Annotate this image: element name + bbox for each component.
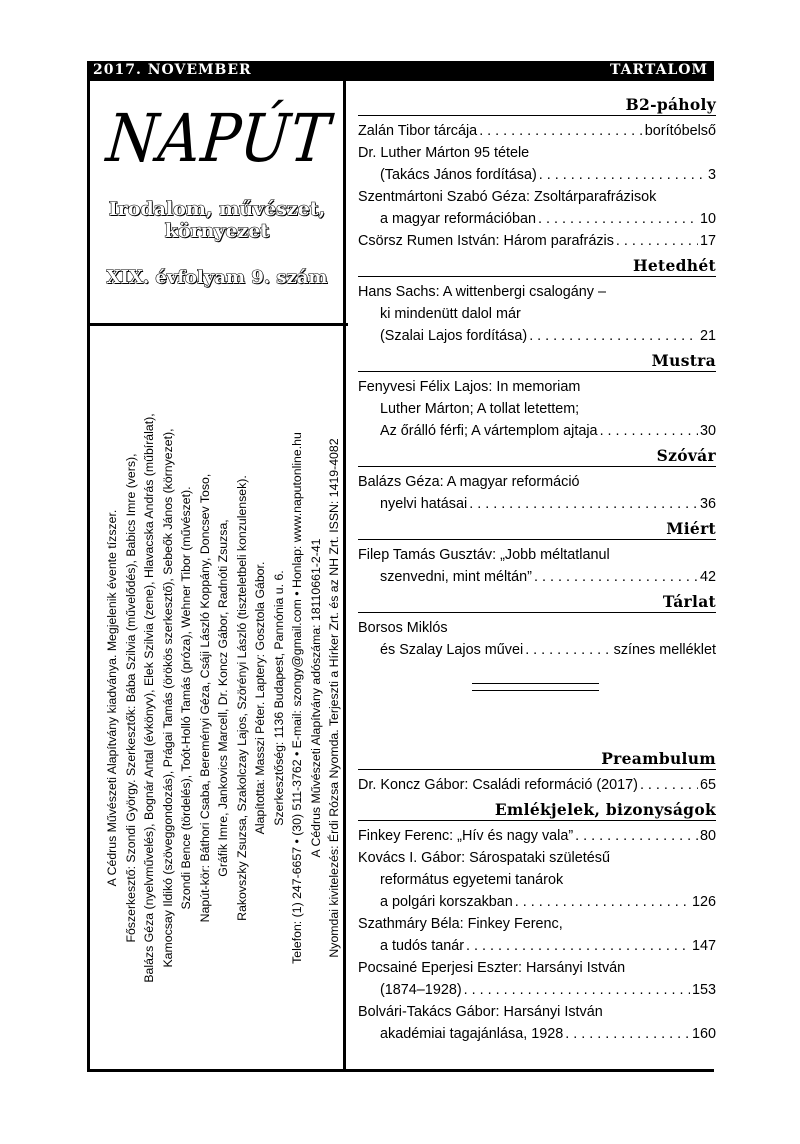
subtitle-line-1: Irodalom, művészet, — [108, 198, 326, 220]
imprint-line: Rakovszky Zsuzsa, Szakolczay Lajos, Szörényi László (tiszteletbeli konzulensek). — [234, 475, 249, 921]
entry-line: Szentmártoni Szabó Géza: Zsoltárparafrázisok — [358, 189, 657, 205]
entry-page: 80 — [699, 828, 716, 844]
imprint-line: A Cédrus Művészeti Alapítvány adószáma: 18110661-2-41 — [308, 538, 323, 858]
entry-title: (1874–1928) — [380, 982, 462, 998]
toc-entry — [358, 774, 716, 796]
entry-title: (Szalai Lajos fordítása) — [380, 328, 528, 344]
entry-page: 21 — [699, 328, 716, 344]
section-heading: Szóvár — [358, 446, 716, 467]
imprint-line: Szondi Bence (tördelés), Toót-Holló Tamás (próza), Wehner Tibor (művészet). — [179, 486, 193, 910]
section-heading: Mustra — [358, 351, 716, 372]
entry-title: Zalán Tibor tárcája — [358, 123, 478, 139]
entry-title: Az őrálló férfi; A vártemplom ajtaja — [380, 423, 598, 439]
imprint-line: Nyomdai kivitelezés: Érdi Rózsa Nyomda. Terjeszti a Hírker Zrt. és az NH Zrt. ISSN: 1419-4082 — [327, 438, 341, 958]
section-heading: B2-páholy — [358, 95, 716, 116]
masthead-divider — [87, 323, 348, 326]
entry-page: színes melléklet — [613, 642, 716, 658]
section-label: TARTALOM — [610, 62, 708, 78]
entry-page: 30 — [699, 423, 716, 439]
entry-line: Dr. Luther Márton 95 tétele — [358, 145, 530, 161]
imprint-line: Alapította: Masszi Péter. Laptery: Gosztola Gábor. — [253, 561, 267, 835]
entry-line: református egyetemi tanárok — [380, 872, 564, 888]
entry-page: 36 — [699, 496, 716, 512]
toc-entry — [358, 493, 716, 515]
entry-title: Finkey Ferenc: „Hív és nagy vala” — [358, 828, 574, 844]
toc-entry — [358, 639, 716, 661]
entry-page: borítóbelső — [644, 123, 716, 139]
section-heading: Hetedhét — [358, 256, 716, 277]
entry-page: 3 — [707, 167, 716, 183]
toc-entry — [358, 420, 716, 442]
entry-page: 65 — [699, 777, 716, 793]
entry-line: ki mindenütt dalol már — [380, 306, 521, 322]
subtitle-line-2: környezet — [164, 220, 270, 242]
entry-title: szenvedni, mint méltán” — [380, 569, 532, 585]
toc-entry — [358, 979, 716, 1001]
entry-line: Hans Sachs: A wittenbergi csalogány – — [358, 284, 606, 300]
toc-entry — [358, 935, 716, 957]
entry-page: 160 — [691, 1026, 716, 1042]
imprint-text — [91, 330, 344, 1066]
entry-title: akadémiai tagajánlása, 1928 — [380, 1026, 564, 1042]
imprint-line: Napút-kör: Báthori Csaba, Bereményi Géza, Csáji László Koppány, Doncsev Toso, — [197, 473, 212, 923]
imprint-line: Balázs Géza (nyelvművelés), Bognár Antal (évkönyv), Elek Szilvia (zene), Hlavacska András (műbírálat), — [142, 413, 156, 983]
entry-page: 126 — [691, 894, 716, 910]
entry-line: Pocsainé Eperjesi Eszter: Harsányi István — [358, 960, 626, 976]
journal-subtitle — [92, 198, 342, 242]
imprint-line: Szerkesztőség: 1136 Budapest, Pannónia u. 6. — [271, 570, 286, 826]
section-heading: Emlékjelek, bizonyságok — [358, 800, 716, 821]
entry-title: Dr. Koncz Gábor: Családi reformáció (2017) — [358, 777, 638, 793]
entry-title: Csörsz Rumen István: Három parafrázis — [358, 233, 614, 249]
imprint-line: Főszerkesztő: Szondi György. Szerkesztők: Bába Szilvia (művelődés), Babics Imre (vers), — [123, 453, 138, 943]
toc-entry — [358, 566, 716, 588]
bottom-rule — [87, 1069, 714, 1072]
volume-number: XIX. évfolyam 9. szám — [106, 267, 328, 288]
entry-line: Balázs Géza: A magyar reformáció — [358, 474, 580, 490]
toc-entry — [358, 120, 716, 142]
entry-title: és Szalay Lajos művei — [380, 642, 524, 658]
section-heading: Tárlat — [358, 592, 716, 613]
entry-line: Szathmáry Béla: Finkey Ferenc, — [358, 916, 563, 932]
entry-page: 17 — [699, 233, 716, 249]
imprint-block — [91, 330, 344, 1066]
entry-line: Bolvári-Takács Gábor: Harsányi István — [358, 1004, 603, 1020]
entry-line: Filep Tamás Gusztáv: „Jobb méltatlanul — [358, 547, 610, 563]
journal-logo: NAPÚT — [103, 100, 334, 177]
entry-line: Fenyvesi Félix Lajos: In memoriam — [358, 379, 581, 395]
entry-line: Kovács I. Gábor: Sárospataki születésű — [358, 850, 610, 866]
toc-entry — [358, 825, 716, 847]
toc-entry — [358, 164, 716, 186]
divider-line — [472, 683, 599, 684]
imprint-line: A Cédrus Művészeti Alapítvány kiadványa. Megjelenik évente tízszer. — [105, 509, 119, 887]
entry-title: a tudós tanár — [380, 938, 465, 954]
toc-entry — [358, 230, 716, 252]
entry-page: 10 — [699, 211, 716, 227]
entry-title: nyelvi hatásai — [380, 496, 468, 512]
entry-title: a polgári korszakban — [380, 894, 513, 910]
toc-entry — [358, 1023, 716, 1045]
section-heading: Preambulum — [358, 749, 716, 770]
divider-line — [472, 690, 599, 691]
entry-page: 42 — [699, 569, 716, 585]
section-heading: Miért — [358, 519, 716, 540]
imprint-line: Telefon: (1) 247-6657 • (30) 511-3762 • E-mail: szongy@gmail.com • Honlap: www.naputonline.hu — [290, 432, 304, 964]
toc-entry — [358, 208, 716, 230]
entry-page: 147 — [691, 938, 716, 954]
entry-title: (Takács János fordítása) — [380, 167, 537, 183]
toc-entry — [358, 325, 716, 347]
toc-entry — [358, 891, 716, 913]
entry-line: Luther Márton; A tollat letettem; — [380, 401, 580, 417]
imprint-line: Gráfik Imre, Jankovics Marcell, Dr. Koncz Gábor, Radnóti Zsuzsa, — [216, 519, 230, 877]
entry-page: 153 — [691, 982, 716, 998]
table-of-contents — [358, 95, 716, 1045]
header-bar — [87, 61, 714, 81]
issue-date: 2017. NOVEMBER — [93, 62, 252, 78]
entry-line: Borsos Miklós — [358, 620, 448, 636]
imprint-line: Kamocsay Ildikó (szöveggondozás), Prágai Tamás (örökös szerkesztő), Sebeők János (környezet), — [160, 428, 175, 968]
entry-title: a magyar reformációban — [380, 211, 536, 227]
